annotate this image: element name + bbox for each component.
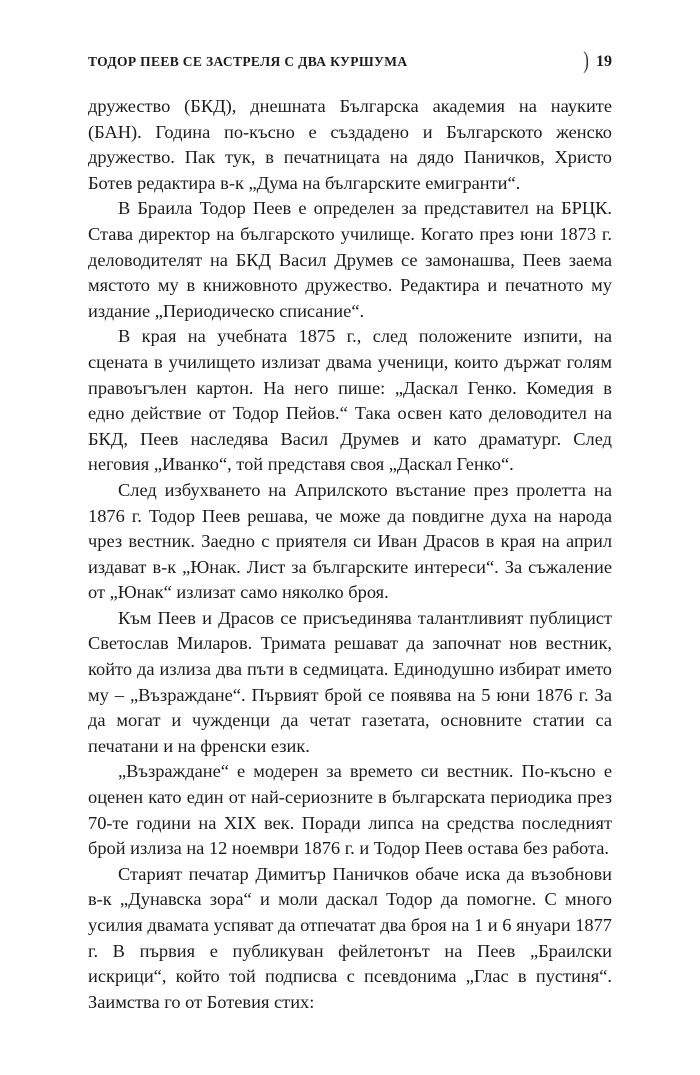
paragraph: В Браила Тодор Пеев е определен за представител на БРЦК. Става директор на българското училище. Когато през юни 1873 г. деловодителят на БКД Васил Друмев се замонашва, Пеев заема мястото му в книжовното дружество. Редактира и печатното му издание „Периодическо списание“. — [88, 198, 612, 321]
paragraph-continued: дружество (БКД), днешната Българска академия на науките (БАН). Година по-късно е създадено и Българското женско дружество. Пак тук, в печатницата на дядо Паничков, Христо Ботев редактира в-к „Дума на българските емигранти“. — [88, 96, 612, 193]
folio — [582, 48, 612, 75]
running-title: ТОДОР ПЕЕВ СЕ ЗАСТРЕЛЯ С ДВА КУРШУМА — [88, 54, 408, 69]
folio-bracket: ) — [583, 48, 589, 74]
paragraph: „Възраждане“ е модерен за времето си вестник. По-късно е оценен като един от най-сериозните в българската периодика през 70-те години на XIX век. Поради липса на средства последният брой излиза на 12 ноември 1876 г. и Тодор Пеев остава без работа. — [88, 761, 612, 859]
paragraph: В края на учебната 1875 г., след положените изпити, на сцената в училището излизат двама ученици, които държат голям правоъгълен картон. На него пише: „Даскал Генко. Комедия в едно действие от Тодор Пейов.“ Така освен като деловодител на БКД, Пеев наследява Васил Друмев и като драматург. След неговия „Иванко“, той представя своя „Даскал Генко“. — [88, 326, 612, 475]
paragraph: Старият печатар Димитър Паничков обаче иска да възобнови в-к „Дунавска зора“ и моли даскал Тодор да помогне. С много усилия двамата успяват да отпечатат два броя на 1 и 6 януари 1877 г. В първия е публикуван фейлетонът на Пеев „Браилски искрици“, който той подписва с псевдонима „Глас в пустиня“. Заимства го от Ботевия стих: — [88, 863, 612, 1012]
paragraph: Към Пеев и Драсов се присъединява талантливият публицист Светослав Миларов. Тримата решават да започнат нов вестник, който да излиза два пъти в седмицата. Единодушно избират името му – „Възраждане“. Първият брой се появява на 5 юни 1876 г. За да могат и чужденци да четат газетата, основните статии са печатани и на френски език. — [88, 607, 612, 756]
running-header — [88, 48, 612, 74]
page-number: 19 — [596, 53, 612, 70]
body-text — [88, 94, 612, 1015]
paragraph: След избухването на Априлското въстание през пролетта на 1876 г. Тодор Пеев решава, че може да повдигне духа на народа чрез вестник. Заедно с приятеля си Иван Драсов в края на април издават в-к „Юнак. Лист за българските интереси“. За съжаление от „Юнак“ излизат само няколко броя. — [88, 479, 612, 603]
